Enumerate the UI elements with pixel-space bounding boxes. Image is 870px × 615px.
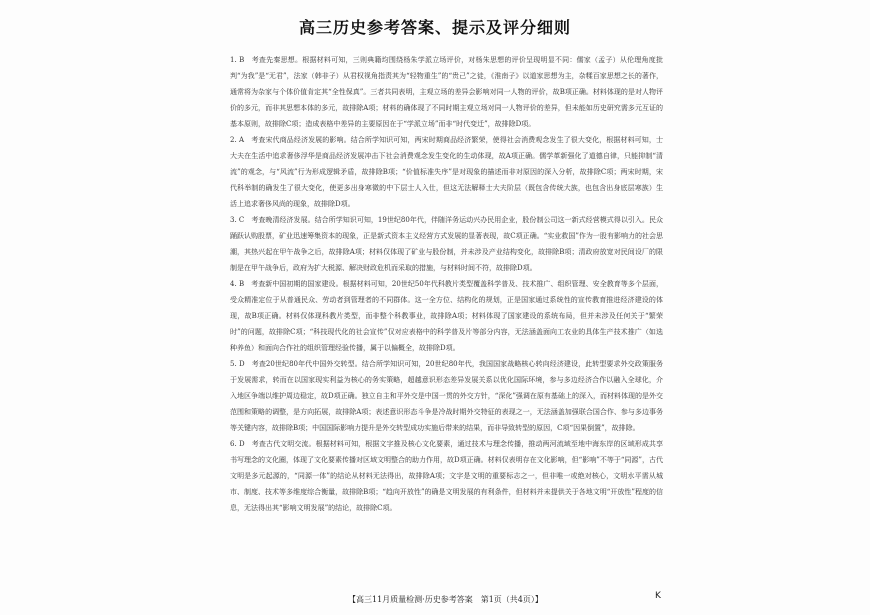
answer-item-3: 3. C 考查晚清经济发展。结合所学知识可知，19世纪80年代，伴随洋务运动兴办民用企业，股份制公司这一新式经营模式得以引入。民众踊跃认购股票，矿业迅速筹集资本的现象，正是新式资本主义经营方式发展的显著表现，故C项正确。“实业救国”作为一股有影响力的社会思潮，其热兴起在甲午战争之后，故排除A项；材料仅体现了矿业与股份制，并未涉及产业结构变化，故排除B项；清政府放宽对民间设厂的限制是在甲午战争后，政府为扩大税源、解决财政危机而采取的措施，与材料时间不符，故排除D项。 xyxy=(230,216,663,272)
answer-item-1: 1. B 考查先秦思想。根据材料可知，三则典籍均围绕杨朱学派立场评价，对杨朱思想的评价呈现明显不同：儒家（孟子）从伦理角度批判“为我”是“无君”，法家（韩非子）从君权视角指责其为“轻物重生”的“贵己”之徒，《淮南子》以道家思想为主，杂糅百家思想之长的著作，通常将为杂家与个体价值肯定其“全性保真”。三者共同表明，主观立场的差异会影响对同一人物的评价，故B项正确。材料体现的是对人物评价的多元，而非其思想本体的多元，故排除A项；材料的确体现了不同时期主观立场对同一人物评价的差异，但未能如历史研究需多元互证的基本原则，故排除C项；造成表格中差异的主要原因在于“学派立场”而非“时代变迁”，故排除D项。 xyxy=(230,56,663,128)
page-title: 高三历史参考答案、提示及评分细则 xyxy=(298,18,571,37)
answer-item-6: 6. D 考查古代文明交流。根据材料可知，根据文字推及核心文化要素，通过技术与理念传播，推动两河流域至地中海东岸的区域形成共享书写理念的文化圈，体现了文化要素传播对区域文明整合的助力作用，故D项正确。材料仅表明存在文化影响，但“影响”不等于“同源”，古代文明是多元起源的，“同源一体”的结论从材料无法得出，故排除A项；文字是文明的重要标志之一，但非唯一或绝对核心，文明水平需从城市、制度、技术等多维度综合衡量，故排除B项；“趋向开放性”的确是文明发展的有利条件，但材料并未提供关于各地文明“开放性”程度的信息，无法得出其“影响文明发展”的结论，故排除C项。 xyxy=(230,440,663,512)
answer-item-2: 2. A 考查宋代商品经济发展的影响。结合所学知识可知，两宋时期商品经济繁荣，使得社会消费观念发生了很大变化，根据材料可知，士大夫在生活中追求奢侈浮华是商品经济发展冲击下社会消费观念发生变化的生动体现，故A项正确。儒学革新强化了道德自律，只能抑制“清流”的观念，与“风流”行为形成逻辑矛盾，故排除B项；“价值标准失序”是对现象的描述而非对原因的深入分析，故排除C项；两宋时期，宋代科举制的确发生了很大变化，使更多出身寒微的中下层士人入仕，但这无法解释士大夫阶层（既包含传统大族，也包含出身底层寒族）生活上追求奢侈风尚的现象，故排除D项。 xyxy=(230,136,663,208)
answer-list xyxy=(230,52,663,516)
page-footer: 【高三11月质量检测·历史参考答案 第1页（共4页）】 xyxy=(348,595,543,604)
answer-item-4: 4. B 考查新中国初期的国家建设。根据材料可知，20世纪50年代科教片类型覆盖科学普及、技术推广、组织管理、安全教育等多个层面，受众精准定位于从普通民众、劳动者到管理者的不同群体。这一全方位、结构化的规划，正是国家通过系统性的宣传教育推进经济建设的体现，故B项正确。材料仅体现科教片类型，而非整个科教事业，故排除A项；材料体现了国家建设的系统布局，但并未涉及任何关于“繁荣时”的问题，故排除C项；“科技现代化的社会宣传”仅对应表格中的科学普及片等部分内容，无法涵盖面向工农业的具体生产技术推广（如选种养鱼）和面向合作社的组织管理经验传播，属于以偏概全，故排除D项。 xyxy=(230,280,663,352)
footer-version-mark: K xyxy=(655,591,661,601)
answer-item-5: 5. D 考查20世纪80年代中国外交转型。结合所学知识可知，20世纪80年代，我国国家战略核心转向经济建设，此转型要求外交政策服务于发展需求，转而在以国家现实利益为核心的务实策略，超越意识形态差异发展关系以优化国际环境，参与多边经济合作以融入全球化，介入地区争端以维护周边稳定，故D项正确。独立自主和平外交是中国一贯的外交方针，“深化”强调在原有基础上的深入，而材料体现的是外交范围和策略的调整，是方向拓展，故排除A项；表述意识形态斗争是冷战时期外交特征的表现之一，无法涵盖加强联合国合作、参与多边事务等关键内容，故排除B项；中国国际影响力提升是外交转型成功实施后带来的结果，而非导致转型的原因，C项“因果倒置”，故排除。 xyxy=(230,360,663,432)
